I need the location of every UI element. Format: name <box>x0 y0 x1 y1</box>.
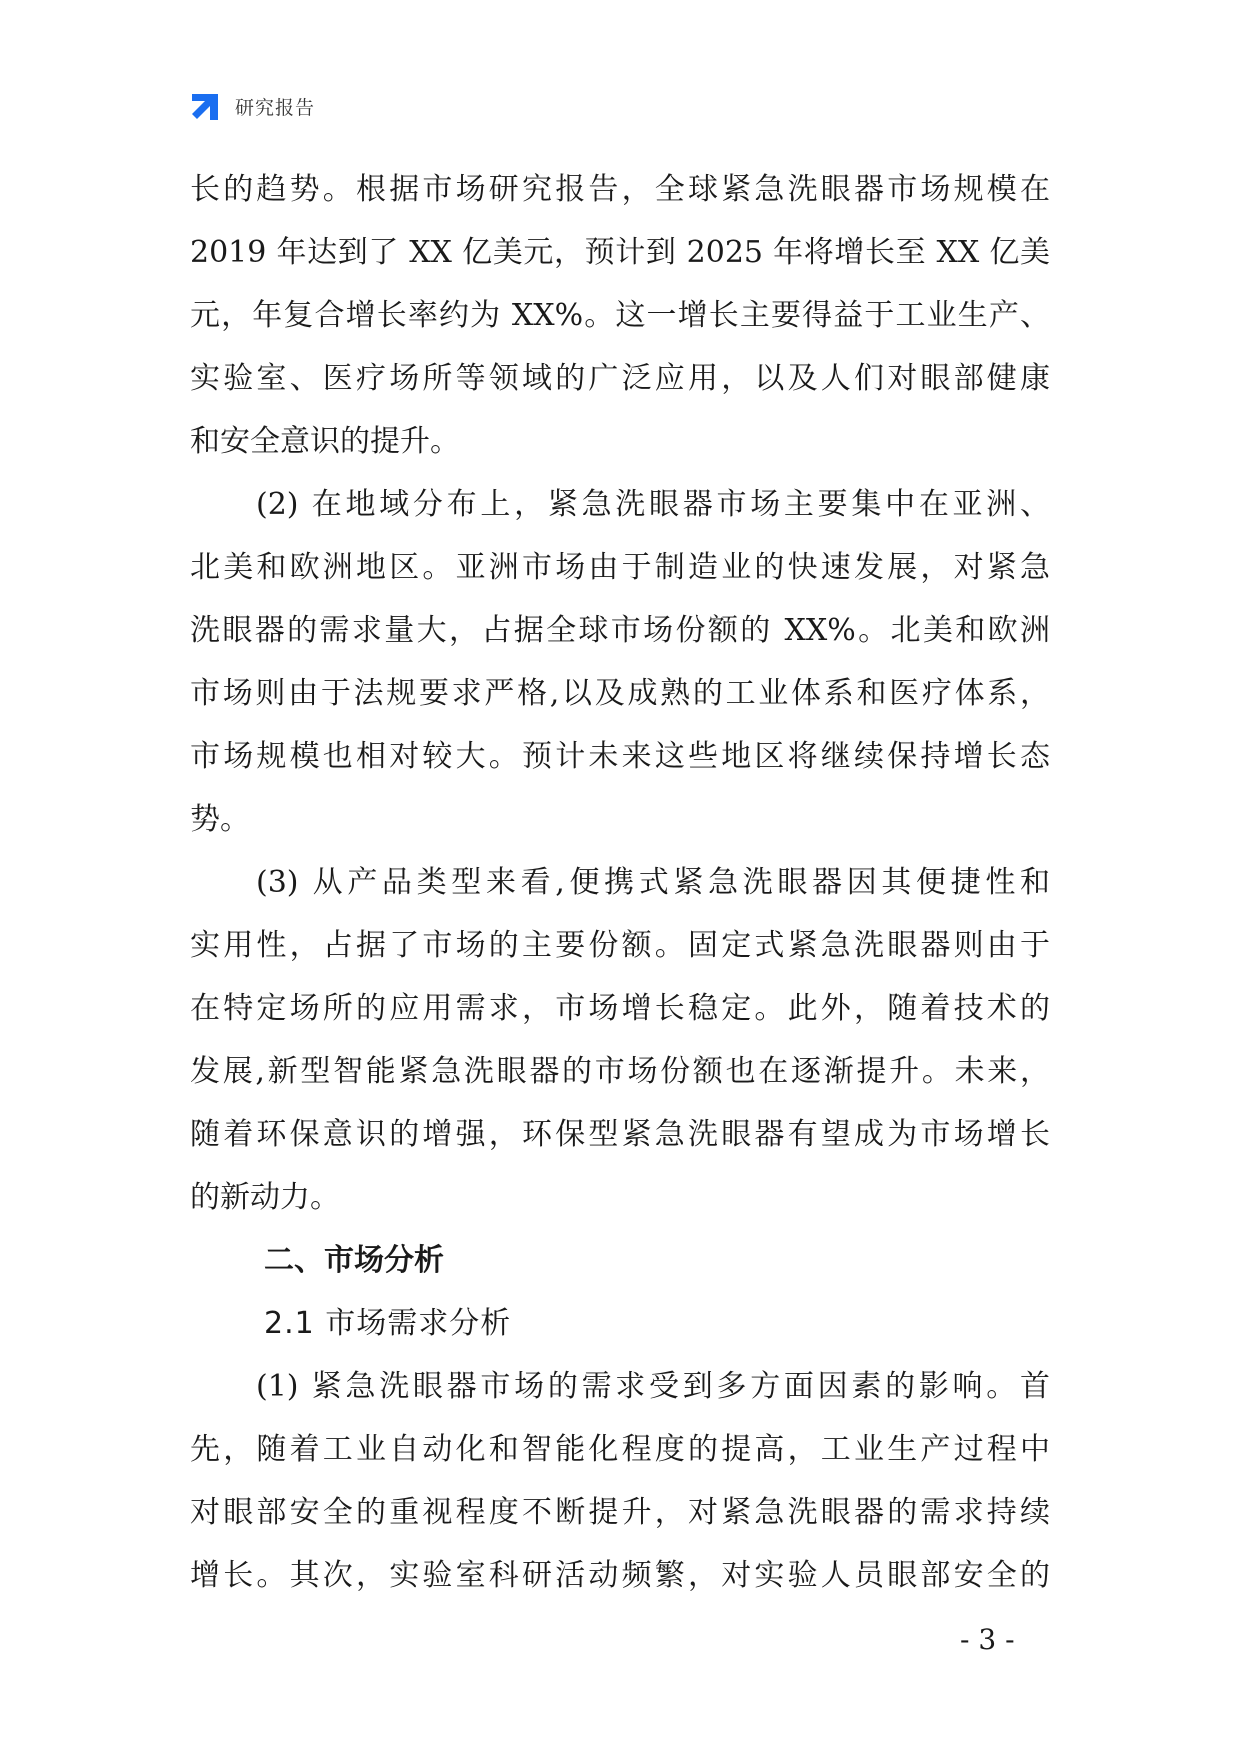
paragraph-4 <box>190 1355 1050 1607</box>
text-line: 2019 年达到了 XX 亿美元，预计到 2025 年将增长至 XX 亿美 <box>190 235 1050 270</box>
text-line: 元，年复合增长率约为 XX%。这一增长主要得益于工业生产、 <box>190 298 1050 333</box>
subsection-heading: 2.1 市场需求分析 <box>264 1306 512 1341</box>
text-line: 市场规模也相对较大。预计未来这些地区将继续保持增长态 <box>190 739 1050 774</box>
text-line: 发展,新型智能紧急洗眼器的市场份额也在逐渐提升。未来， <box>190 1054 1050 1089</box>
text-line: 随着环保意识的增强，环保型紧急洗眼器有望成为市场增长 <box>190 1117 1050 1152</box>
text-line: 先，随着工业自动化和智能化程度的提高，工业生产过程中 <box>190 1432 1050 1467</box>
text-line: 实用性，占据了市场的主要份额。固定式紧急洗眼器则由于 <box>190 928 1050 963</box>
text-line: 市场则由于法规要求严格,以及成熟的工业体系和医疗体系， <box>190 676 1050 711</box>
header-title: 研究报告 <box>235 96 316 119</box>
paragraph-1 <box>190 158 1050 473</box>
text-line: 实验室、医疗场所等领域的广泛应用，以及人们对眼部健康 <box>190 361 1050 396</box>
text-line: 和安全意识的提升。 <box>190 424 460 459</box>
text-line: 北美和欧洲地区。亚洲市场由于制造业的快速发展，对紧急 <box>190 550 1050 585</box>
text-line: 在特定场所的应用需求，市场增长稳定。此外，随着技术的 <box>190 991 1050 1026</box>
text-line: 长的趋势。根据市场研究报告，全球紧急洗眼器市场规模在 <box>190 172 1050 207</box>
section-heading: 二、市场分析 <box>264 1243 444 1278</box>
page-number: - 3 - <box>960 1623 1015 1656</box>
text-line: 势。 <box>190 802 250 837</box>
text-line: 增长。其次，实验室科研活动频繁，对实验人员眼部安全的 <box>190 1558 1050 1593</box>
text-line: (2) 在地域分布上，紧急洗眼器市场主要集中在亚洲、 <box>256 487 1050 522</box>
text-line: 的新动力。 <box>190 1180 340 1215</box>
text-line: (1) 紧急洗眼器市场的需求受到多方面因素的影响。首 <box>256 1369 1050 1404</box>
text-line: 对眼部安全的重视程度不断提升，对紧急洗眼器的需求持续 <box>190 1495 1050 1530</box>
paragraph-2 <box>190 473 1050 851</box>
document-header <box>190 88 315 124</box>
document-body <box>190 158 1050 1607</box>
paragraph-3 <box>190 851 1050 1229</box>
arrow-up-right-logo-icon <box>190 90 222 122</box>
text-line: (3) 从产品类型来看,便携式紧急洗眼器因其便捷性和 <box>256 865 1050 900</box>
text-line: 洗眼器的需求量大，占据全球市场份额的 XX%。北美和欧洲 <box>190 613 1050 648</box>
